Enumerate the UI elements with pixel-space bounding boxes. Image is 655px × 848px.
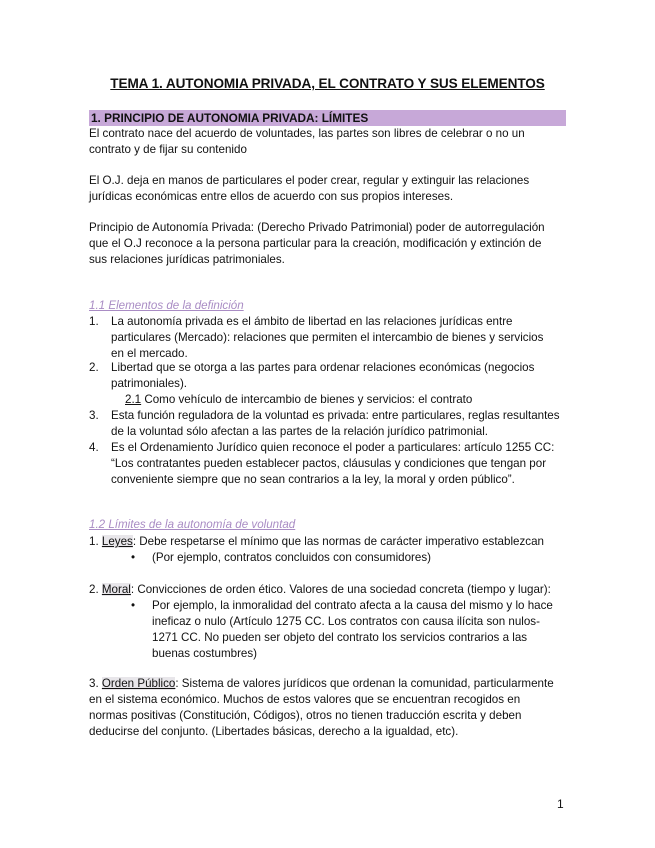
text-line: Esta función reguladora de la voluntad es privada: entre particulares, reglas resultantes	[111, 409, 560, 422]
subsection-heading-elementos: 1.1 Elementos de la definición	[89, 299, 244, 312]
bullet-glyph: •	[131, 551, 136, 564]
text-line: deducirse del conjunto. (Libertades básicas, derecho a la igualdad, etc).	[89, 725, 459, 738]
list-number: 1.	[89, 315, 99, 328]
text-line: buenas costumbres)	[152, 647, 258, 660]
text-line: patrimoniales).	[111, 377, 188, 390]
text-line: ineficaz o nulo (Artículo 1275 CC. Los contratos con causa ilícita son nulos-	[152, 615, 540, 628]
paragraph-oj	[89, 173, 569, 205]
paragraph-contrato	[89, 126, 569, 158]
text-line: normas positivas (Constitución, Códigos), otros no tienen traducción escrita y deben	[89, 709, 522, 722]
text-line: : Debe respetarse el mínimo que las normas de carácter imperativo establezcan	[132, 535, 544, 548]
text-line: de la voluntad sólo afectan a las partes de la relación jurídico patrimonial.	[111, 425, 489, 438]
limit-orden-publico	[89, 676, 569, 740]
subsection-heading-limites: 1.2 Límites de la autonomía de voluntad	[89, 518, 296, 531]
list-number: 2.	[89, 583, 102, 596]
text-line: Es el Ordenamiento Jurídico quien reconoce el poder a particulares: artículo 1255 CC:	[111, 441, 555, 454]
text-line: El O.J. deja en manos de particulares el poder crear, regular y extinguir las relaciones	[89, 174, 530, 187]
limit-leyes	[89, 534, 569, 550]
sub-list-number: 2.1	[125, 393, 142, 406]
text-line: en el sistema económico. Muchos de estos valores que se encuentran recogidos en	[89, 693, 521, 706]
text-line: El contrato nace del acuerdo de voluntades, las partes son libres de celebrar o no un	[89, 127, 525, 140]
document-title: TEMA 1. AUTONOMIA PRIVADA, EL CONTRATO Y SUS ELEMENTOS	[110, 76, 545, 91]
text-line: sus relaciones jurídicas patrimoniales.	[89, 253, 285, 266]
sub-list-item-2-1	[125, 392, 575, 408]
page-number: 1	[557, 797, 564, 811]
text-line: La autonomía privada es el ámbito de libertad en las relaciones jurídicas entre	[111, 315, 513, 328]
text-line: Principio de Autonomía Privada: (Derecho Privado Patrimonial) poder de autorregulación	[89, 221, 545, 234]
list-number: 1.	[89, 535, 102, 548]
text-line: 1271 CC. No pueden ser objeto del contrato los servicios contrarios a las	[152, 631, 528, 644]
limit-label-leyes: Leyes	[101, 535, 133, 548]
section-heading-autonomia: 1. PRINCIPIO DE AUTONOMIA PRIVADA: LÍMITES	[89, 110, 566, 126]
text-line: Por ejemplo, la inmoralidad del contrato afecta a la causa del mismo y lo hace	[152, 599, 553, 612]
limit-label-orden-publico: Orden Público	[101, 677, 176, 690]
limit-moral	[89, 582, 569, 598]
text-line: conveniente siempre que no sean contrarios a la ley, la moral y orden público”.	[111, 473, 515, 486]
bullet-glyph: •	[131, 599, 136, 612]
paragraph-principio	[89, 220, 569, 268]
text-line: : Sistema de valores jurídicos que ordenan la comunidad, particularmente	[175, 677, 554, 690]
text-line: contrato y de fijar su contenido	[89, 143, 247, 156]
text-line: Libertad que se otorga a las partes para ordenar relaciones económicas (negocios	[111, 361, 535, 374]
text-line: “Los contratantes pueden establecer pactos, cláusulas y condiciones que tengan por	[111, 457, 547, 470]
list-number: 3.	[89, 677, 102, 690]
text-line: en el mercado.	[111, 347, 188, 360]
list-number: 4.	[89, 441, 99, 454]
text-line: : Convicciones de orden ético. Valores de una sociedad concreta (tiempo y lugar):	[130, 583, 551, 596]
text-line: jurídicas económicas entre ellos de acuerdo con sus propios intereses.	[89, 190, 454, 203]
text-line: que el O.J reconoce a la persona particular para la creación, modificación y extinción de	[89, 237, 542, 250]
text-line: Como vehículo de intercambio de bienes y servicios: el contrato	[141, 393, 473, 406]
limit-label-moral: Moral	[101, 583, 131, 596]
list-number: 2.	[89, 361, 99, 374]
text-line: particulares (Mercado): relaciones que permiten el intercambio de bienes y servicios	[111, 331, 544, 344]
list-number: 3.	[89, 409, 99, 422]
text-line: (Por ejemplo, contratos concluidos con consumidores)	[152, 551, 432, 564]
